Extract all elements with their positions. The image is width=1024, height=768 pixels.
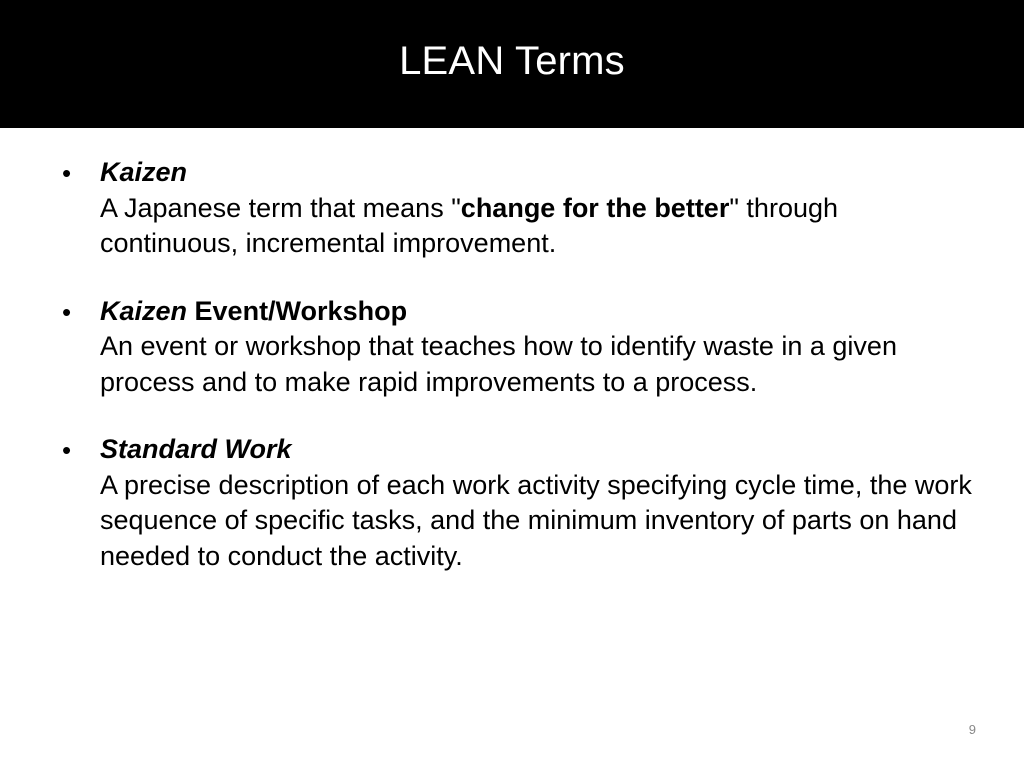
title-bar [0,0,1024,128]
desc-before: An event or workshop that teaches how to identify waste in a given process and to make rapid improvements to a process. [100,331,897,397]
page-number: 9 [968,722,976,737]
term-suffix: Event/Workshop [187,295,408,326]
bullet-list [62,155,982,606]
list-item-body [100,155,982,262]
list-item-body [100,432,982,574]
list-item [62,294,982,401]
term-italic: Kaizen [100,157,188,187]
term-heading [100,155,982,191]
bullet-icon: • [62,296,72,327]
desc-before: A precise description of each work activity specifying cycle time, the work sequence of specific tasks, and the minimum inventory of parts on hand needed to conduct the activity. [100,469,972,571]
term-italic: Kaizen [100,295,188,326]
list-item [62,155,982,262]
term-description [100,329,982,400]
bullet-icon: • [62,158,72,188]
term-heading [100,432,982,468]
desc-before: A Japanese term that means " [100,192,461,223]
list-item-body [100,294,982,401]
desc-after: " through continuous, incremental improvement. [100,192,839,258]
list-item [62,432,982,574]
desc-bold: change for the better [460,192,730,223]
slide-title: LEAN Terms [399,38,625,83]
term-description [100,468,982,575]
term-italic: Standard Work [100,434,292,464]
term-heading [100,294,982,330]
bullet-icon: • [62,435,72,465]
term-description [100,191,982,262]
